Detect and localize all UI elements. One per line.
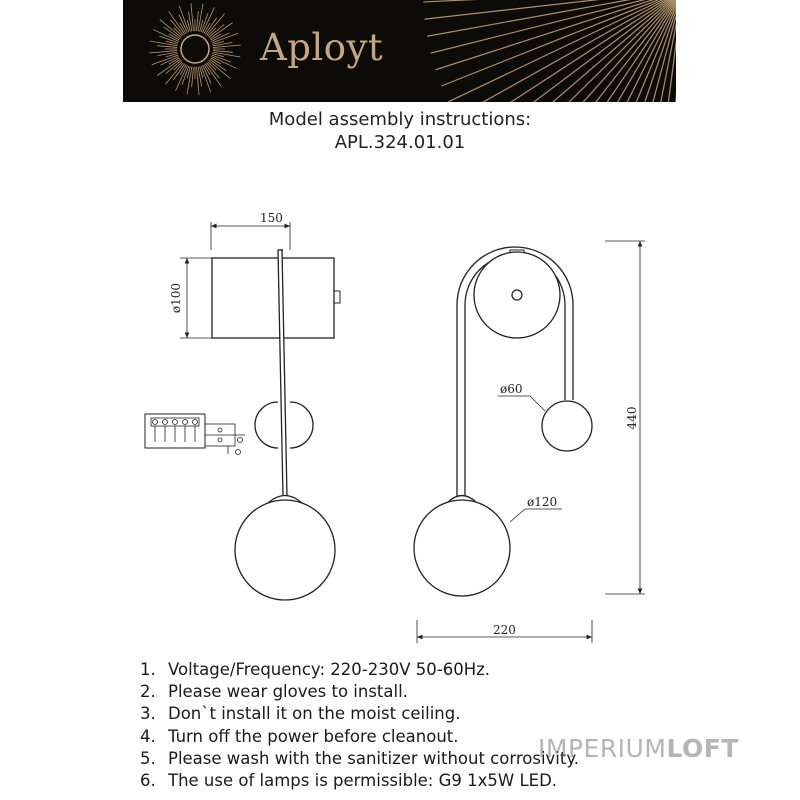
list-item: 3. Don`t install it on the moist ceiling. <box>140 704 461 724</box>
watermark: IMPERIUMLOFT <box>538 734 739 763</box>
title-line-2: APL.324.01.01 <box>334 132 466 153</box>
list-item: 5. Please wash with the sanitizer without corrosivity. <box>140 748 580 768</box>
side-view <box>145 222 340 600</box>
list-item: 6. The use of lamps is permissible: G9 1x5W LED. <box>140 771 558 791</box>
list-item: 1. Voltage/Frequency: 220-230V 50-60Hz. <box>140 660 491 679</box>
dim-diameter-large-globe: ø120 <box>527 495 558 509</box>
dim-width-bottom: 220 <box>493 623 516 637</box>
dim-diameter-base: ø100 <box>169 282 183 314</box>
dim-width-top: 150 <box>260 211 283 225</box>
list-item: 2. Please wear gloves to install. <box>140 682 408 702</box>
front-view <box>414 241 645 643</box>
title-line-1: Model assembly instructions: <box>268 109 532 130</box>
dim-diameter-small-globe: ø60 <box>500 382 523 396</box>
instructions-list <box>140 659 579 792</box>
list-item: 4. Turn off the power before cleanout. <box>140 726 459 746</box>
brand-logo: Aployt <box>260 26 384 69</box>
dim-height: 440 <box>625 406 639 430</box>
